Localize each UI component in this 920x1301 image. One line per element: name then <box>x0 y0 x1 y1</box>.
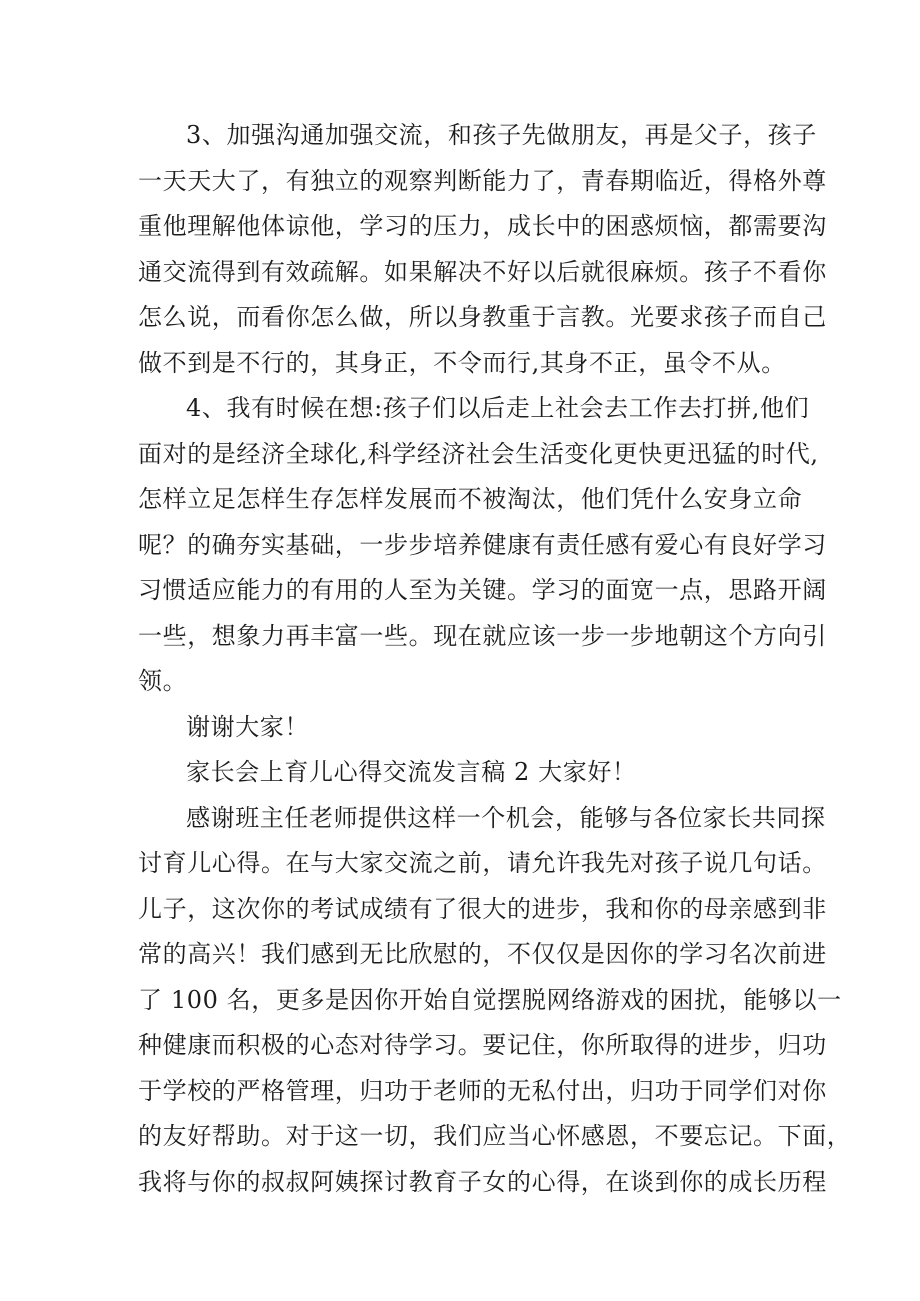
document-body <box>138 113 852 1205</box>
speech-2-line-6: 种健康而积极的心态对待学习。要记住，你所取得的进步，归功 <box>138 1031 827 1059</box>
paragraph-4-line-2: 面对的是经济全球化,科学经济社会生活变化更快更迅猛的时代, <box>138 439 819 468</box>
paragraph-4-line-7: 领。 <box>138 667 188 695</box>
speech-2-line-1: 感谢班主任老师提供这样一个机会，能够与各位家长共同探 <box>186 803 826 832</box>
paragraph-4-line-4: 呢？的确夯实基础，一步步培养健康有责任感有爱心有良好学习 <box>138 530 827 559</box>
speech-2-line-8: 的友好帮助。对于这一切，我们应当心怀感恩，不要忘记。下面， <box>138 1122 852 1150</box>
speech-2-line-9: 我将与你的叔叔阿姨探讨教育子女的心得，在谈到你的成长历程 <box>138 1167 827 1196</box>
paragraph-4-line-6: 一些，想象力再丰富一些。现在就应该一步一步地朝这个方向引 <box>138 621 827 650</box>
speech-2-line-4: 常的高兴！我们感到无比欣慰的，不仅仅是因你的学习名次前进 <box>138 940 827 968</box>
paragraph-3-line-1: 3、加强沟通加强交流，和孩子先做朋友，再是父子，孩子 <box>186 121 817 149</box>
paragraph-4-line-1: 4、我有时候在想:孩子们以后走上社会去工作去打拼,他们 <box>186 394 810 422</box>
speech-2-line-3: 儿子，这次你的考试成绩有了很大的进步，我和你的母亲感到非 <box>138 894 827 923</box>
speech-2-heading: 家长会上育儿心得交流发言稿 2 大家好！ <box>186 758 637 786</box>
paragraph-4-line-3: 怎样立足怎样生存怎样发展而不被淘汰，他们凭什么安身立命 <box>138 485 803 513</box>
paragraph-3-line-3: 重他理解他体谅他，学习的压力，成长中的困惑烦恼，都需要沟 <box>138 212 827 240</box>
speech-2-line-2: 讨育儿心得。在与大家交流之前，请允许我先对孩子说几句话。 <box>138 849 827 877</box>
paragraph-3-line-4: 通交流得到有效疏解。如果解决不好以后就很麻烦。孩子不看你 <box>138 257 827 286</box>
paragraph-3-line-5: 怎么说，而看你怎么做，所以身教重于言教。光要求孩子而自己 <box>138 303 827 331</box>
paragraph-3-line-2: 一天天大了，有独立的观察判断能力了，青春期临近，得格外尊 <box>138 166 827 195</box>
paragraph-4-line-5: 习惯适应能力的有用的人至为关键。学习的面宽一点，思路开阔 <box>138 576 827 604</box>
paragraph-3-line-6: 做不到是不行的，其身正，不令而行,其身不正，虽令不从。 <box>138 348 786 377</box>
speech-2-line-5: 了 100 名，更多是因你开始自觉摆脱网络游戏的困扰，能够以一 <box>138 985 842 1014</box>
speech-2-line-7: 于学校的严格管理，归功于老师的无私付出，归功于同学们对你 <box>138 1076 827 1105</box>
thanks-line: 谢谢大家！ <box>186 712 309 741</box>
